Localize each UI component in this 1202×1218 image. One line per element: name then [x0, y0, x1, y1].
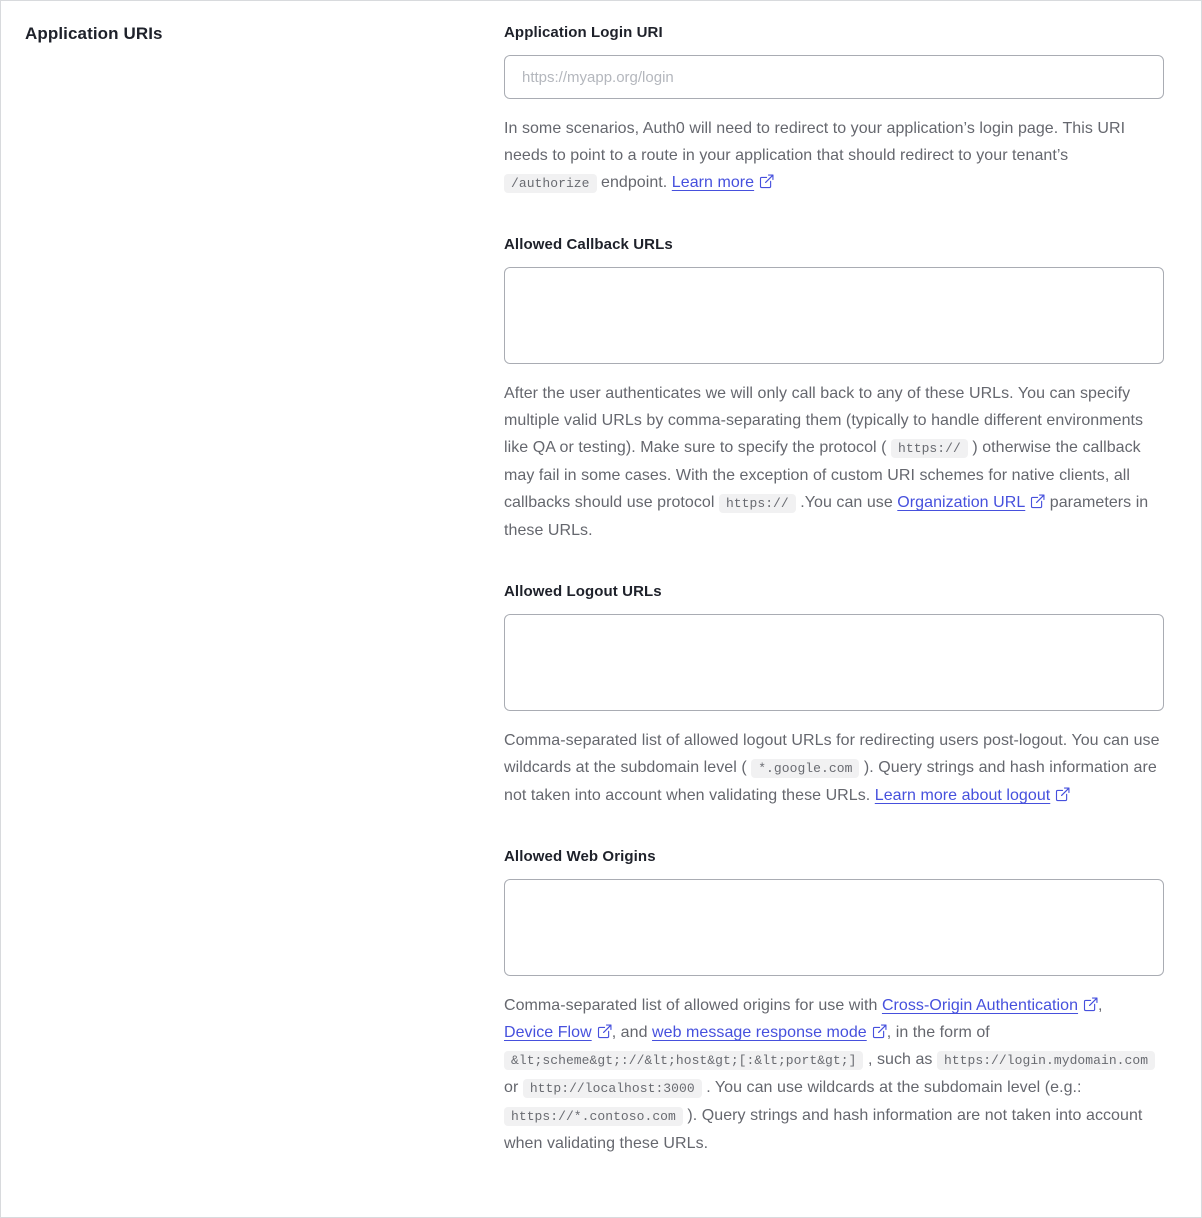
organization-url-link[interactable] [897, 494, 1045, 511]
external-link-icon [597, 1024, 612, 1039]
allowed-callback-urls-help: After the user authenticates we will only call back to any of these URLs. You can specify multiple valid URLs by comma-separating them (typically to handle different environments like QA or testing). Make sure to specify the protocol ( https:// ) otherwise the callback may fail in some cases. With the exception of custom URI schemes for native clients, all callbacks should use protocol https:// .You can use Organization URL parameters in these URLs. [504, 385, 1149, 539]
code-chip: https://*.contoso.com [504, 1107, 683, 1126]
cross-origin-authentication-link[interactable] [882, 997, 1098, 1014]
external-link-icon [759, 174, 774, 189]
heading-column [25, 23, 480, 1157]
code-chip: https://login.mydomain.com [937, 1051, 1155, 1070]
code-chip: &lt;scheme&gt;://&lt;host&gt;[:&lt;port&gt;] [504, 1051, 863, 1070]
allowed-logout-urls-help: Comma-separated list of allowed logout URLs for redirecting users post-logout. You can use wildcards at the subdomain level ( *.google.com ). Query strings and hash information are not taken into account when validating these URLs. Learn more about logout [504, 732, 1160, 804]
device-flow-link-text: Device Flow [504, 1024, 592, 1041]
application-login-uri-help: In some scenarios, Auth0 will need to redirect to your application’s login page. This URI needs to point to a route in your application that should redirect to your tenant’s /authorize endpoint. Learn more [504, 120, 1126, 191]
allowed-web-origins-group [504, 847, 1164, 1157]
cross-origin-authentication-link-text: Cross-Origin Authentication [881, 997, 1079, 1014]
learn-more-about-logout-link[interactable] [875, 787, 1071, 804]
learn-more-about-logout-link-text: Learn more about logout [874, 787, 1051, 804]
field-control-holder [504, 614, 1164, 711]
field-control-holder [504, 879, 1164, 976]
form-column [504, 23, 1164, 1157]
application-login-uri-input[interactable] [504, 55, 1164, 99]
code-chip: http://localhost:3000 [523, 1079, 702, 1098]
allowed-web-origins-textarea[interactable] [504, 879, 1164, 976]
allowed-logout-urls-label: Allowed Logout URLs [504, 583, 662, 600]
application-login-uri-group [504, 23, 1164, 197]
device-flow-link[interactable] [504, 1024, 612, 1041]
web-message-response-mode-link-text: web message response mode [652, 1024, 867, 1041]
allowed-callback-urls-label: Allowed Callback URLs [504, 236, 673, 253]
application-login-uri-label: Application Login URI [504, 24, 663, 41]
allowed-logout-urls-textarea[interactable] [504, 614, 1164, 711]
learn-more-link[interactable] [672, 174, 774, 191]
external-link-icon [1083, 997, 1098, 1012]
code-chip: /authorize [504, 174, 597, 193]
field-control-holder [504, 55, 1164, 99]
code-chip: *.google.com [751, 759, 859, 778]
allowed-callback-urls-group [504, 235, 1164, 544]
section-heading: Application URIs [25, 24, 163, 43]
external-link-icon [1055, 787, 1070, 802]
allowed-logout-urls-group [504, 582, 1164, 809]
external-link-icon [872, 1024, 887, 1039]
web-message-response-mode-link[interactable] [652, 1024, 887, 1041]
learn-more-link-text: Learn more [671, 174, 755, 191]
allowed-callback-urls-textarea[interactable] [504, 267, 1164, 364]
code-chip: https:// [891, 439, 968, 458]
organization-url-link-text: Organization URL [897, 494, 1026, 511]
allowed-web-origins-label: Allowed Web Origins [504, 848, 656, 865]
field-control-holder [504, 267, 1164, 364]
code-chip: https:// [719, 494, 796, 513]
allowed-web-origins-help: Comma-separated list of allowed origins for use with Cross-Origin Authentication , Device Flow , and web message response mode , in the form of &lt;scheme&gt;://&lt;host&gt;[:&lt;port&gt;] , such as https://login.mydomain.com or http://localhost:3000 . You can use wildcards at the subdomain level (e.g.: https://*.contoso.com ). Query strings and hash information are not taken into account when validating these URLs. [504, 992, 1164, 1157]
external-link-icon [1030, 494, 1045, 509]
application-uris-content [1, 1, 1201, 1181]
